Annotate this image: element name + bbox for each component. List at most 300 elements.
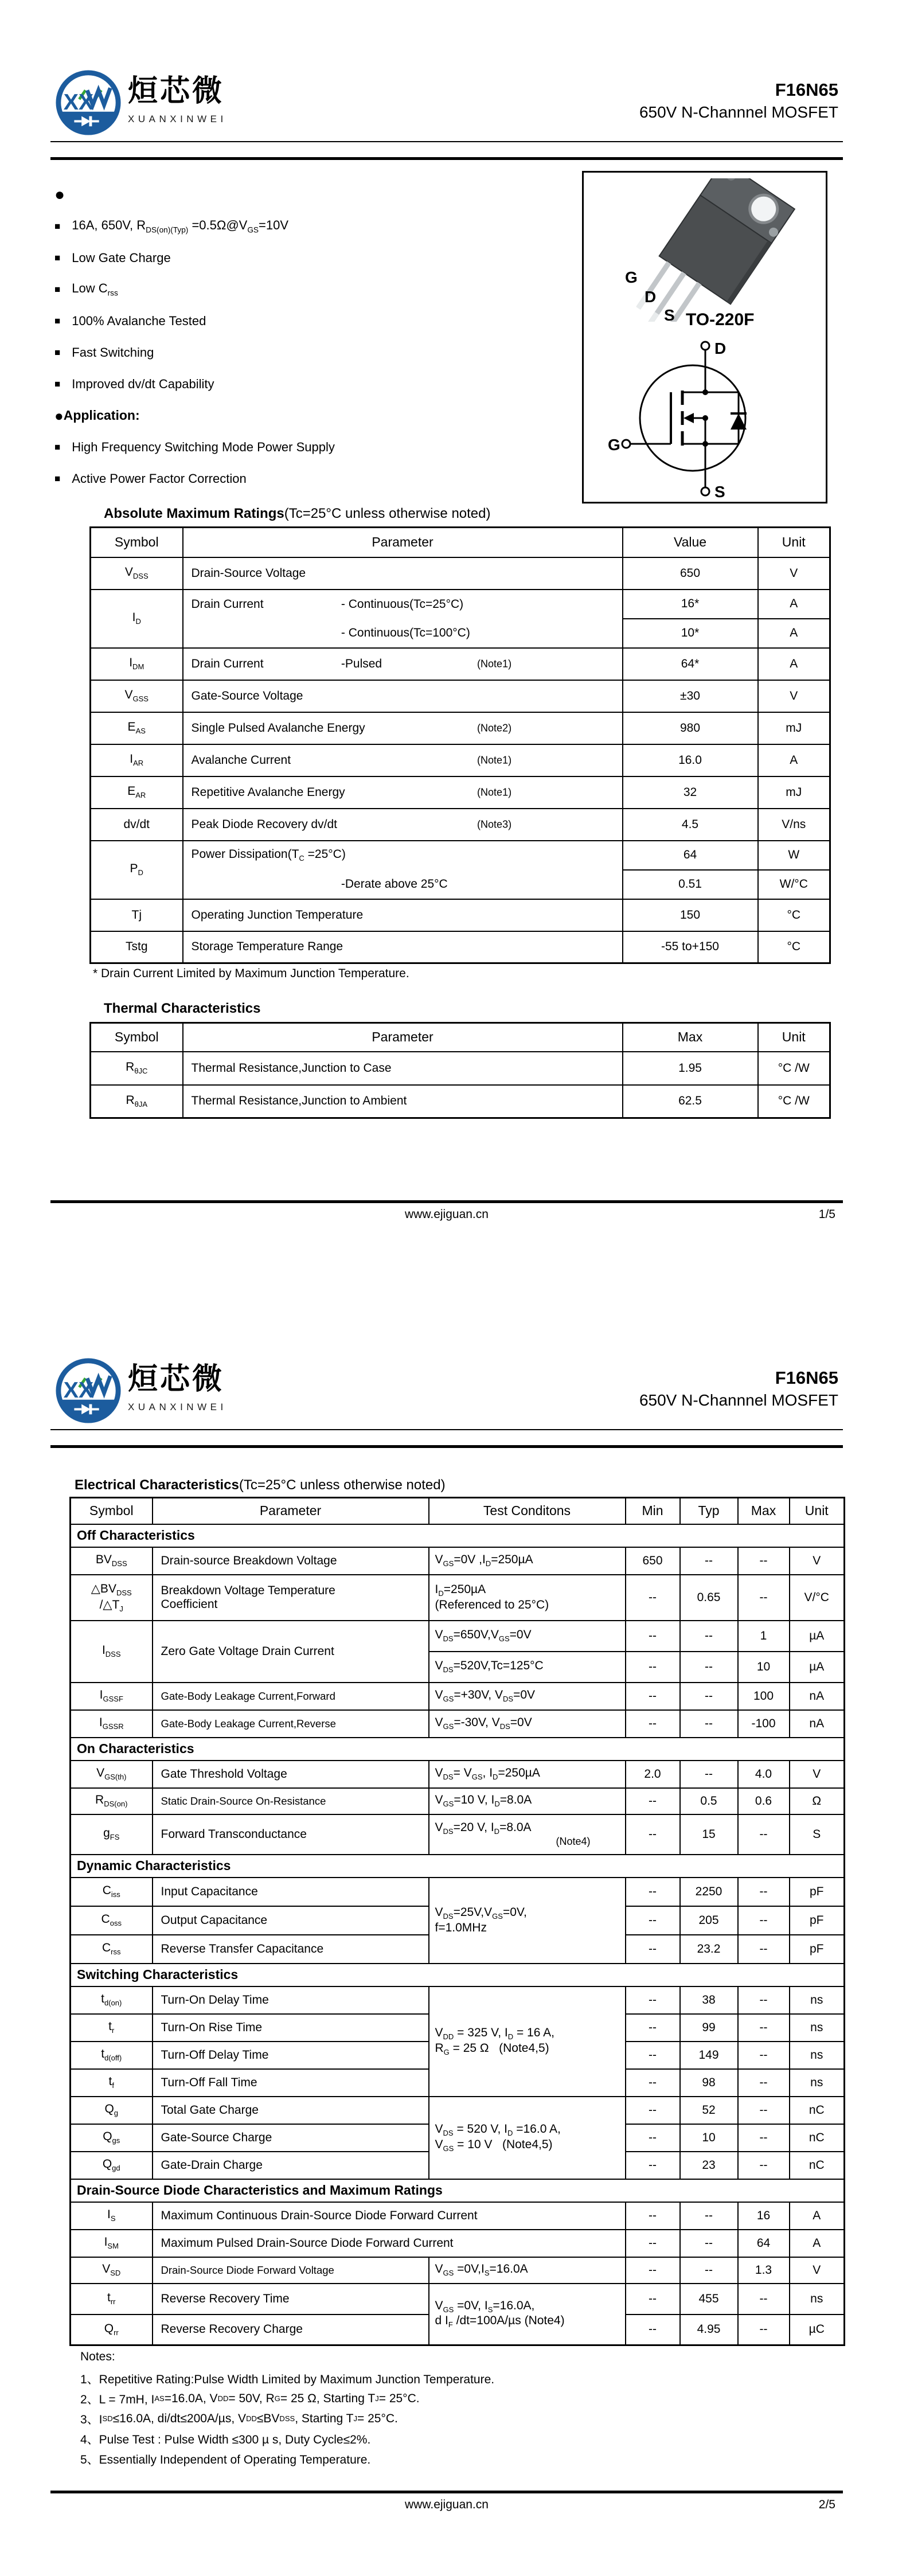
row-igssf xyxy=(71,1683,845,1710)
cell-parameter: Repetitive Avalanche Energy (Note1) xyxy=(183,776,623,809)
cell-unit: µC xyxy=(790,2315,845,2345)
thermal-title: Thermal Characteristics xyxy=(104,1001,261,1016)
cell-symbol: $I_D$ xyxy=(91,590,183,648)
cell-parameter: Gate-Source Voltage xyxy=(183,680,623,712)
row-dbvdss xyxy=(71,1575,845,1621)
cell-typ: 98 xyxy=(680,2069,738,2097)
cell-min: -- xyxy=(626,2202,680,2230)
cell-min: 2.0 xyxy=(626,1761,680,1788)
cell-typ: -- xyxy=(680,1683,738,1710)
features-bullet xyxy=(54,179,559,210)
header-rule-thin xyxy=(50,1429,843,1430)
cell-max: -- xyxy=(738,1906,790,1935)
row-rthja xyxy=(91,1085,830,1118)
page-2 xyxy=(0,1288,910,2576)
cell-parameter: Avalanche Current (Note1) xyxy=(183,744,623,776)
cell-typ: -- xyxy=(680,2257,738,2284)
row-gfs xyxy=(71,1814,845,1855)
feature-item xyxy=(54,368,559,400)
feature-text: Low Gate Charge xyxy=(72,250,171,265)
cell-symbol: $C_{iss}$ xyxy=(71,1878,153,1906)
cell-min: -- xyxy=(626,2042,680,2069)
table-header-row xyxy=(71,1498,845,1524)
electrical-characteristics-table xyxy=(69,1497,845,2346)
cell-symbol: $I_{DM}$ xyxy=(91,648,183,680)
package-photo-to220f xyxy=(607,178,813,322)
cell-min: -- xyxy=(626,1621,680,1652)
col-header-parameter: Parameter xyxy=(183,1023,623,1052)
cell-unit: ns xyxy=(790,1986,845,2014)
cell-unit: A xyxy=(758,744,830,776)
row-igssr xyxy=(71,1710,845,1738)
cell-min: -- xyxy=(626,1575,680,1621)
features-list xyxy=(54,179,559,494)
cell-parameter: Output Capacitance xyxy=(153,1906,429,1935)
cell-symbol: $g_{FS}$ xyxy=(71,1814,153,1855)
cell-symbol: $C_{oss}$ xyxy=(71,1906,153,1935)
section-switching-characteristics: Switching Characteristics xyxy=(71,1964,845,1986)
row-ism xyxy=(71,2230,845,2257)
section-dynamic-characteristics: Dynamic Characteristics xyxy=(71,1855,845,1878)
cell-symbol: $I_{DSS}$ xyxy=(71,1621,153,1683)
row-ear xyxy=(91,776,830,809)
cell-symbol: $Q_g$ xyxy=(71,2097,153,2124)
cell-condition: $V_{DS}=650V,V_{GS}=0V$ xyxy=(429,1621,626,1652)
feature-item xyxy=(54,337,559,368)
cell-typ: 4.95 xyxy=(680,2315,738,2345)
table-header-row xyxy=(91,528,830,557)
cell-unit: °C /W xyxy=(758,1052,830,1085)
cell-parameter: Reverse Recovery Time xyxy=(153,2284,429,2315)
cell-min: -- xyxy=(626,1788,680,1814)
cell-min: -- xyxy=(626,2097,680,2124)
cell-value: 16* xyxy=(623,590,758,619)
cell-parameter: Breakdown Voltage Temperature Coefficient xyxy=(153,1575,429,1621)
cell-unit: V xyxy=(790,1761,845,1788)
cell-condition: $V_{GS}=+30V$, $V_{DS}=0V$ xyxy=(429,1683,626,1710)
row-rthjc xyxy=(91,1052,830,1085)
cell-parameter: Gate-Source Charge xyxy=(153,2124,429,2152)
symbol-pin-g-label: G xyxy=(608,436,620,454)
footer-website: www.ejiguan.cn xyxy=(405,2498,489,2511)
cell-typ: 52 xyxy=(680,2097,738,2124)
cell-unit: V/°C xyxy=(790,1575,845,1621)
application-header xyxy=(54,400,559,431)
cell-symbol: $V_{GSS}$ xyxy=(91,680,183,712)
row-bvdss xyxy=(71,1547,845,1575)
cell-value: 1.95 xyxy=(623,1052,758,1085)
square-bullet-icon: ■ xyxy=(54,378,61,389)
cell-max: -- xyxy=(738,1814,790,1855)
cell-unit: µA xyxy=(790,1652,845,1683)
header-rule-thick xyxy=(50,157,843,160)
cell-unit: °C /W xyxy=(758,1085,830,1118)
cell-typ: 23.2 xyxy=(680,1935,738,1964)
brand-text xyxy=(128,1357,227,1413)
package-pin-s-label: S xyxy=(664,306,675,322)
cell-value: 64 xyxy=(623,841,758,870)
cell-parameter: Thermal Resistance,Junction to Case xyxy=(183,1052,623,1085)
cell-symbol: $R_{DS(on)}$ xyxy=(71,1788,153,1814)
notes-title: Notes: xyxy=(80,2350,115,2363)
cell-symbol: $t_r$ xyxy=(71,2014,153,2042)
cell-min: -- xyxy=(626,1935,680,1964)
cell-typ: -- xyxy=(680,1621,738,1652)
cell-max: -- xyxy=(738,2014,790,2042)
row-rdson xyxy=(71,1788,845,1814)
cell-min: -- xyxy=(626,1814,680,1855)
cell-condition: $V_{GS}=0V$ $,I_D=250\mu A$ xyxy=(429,1547,626,1575)
abs-max-heading xyxy=(104,506,491,522)
cell-parameter: Turn-On Rise Time xyxy=(153,2014,429,2042)
footer-website: www.ejiguan.cn xyxy=(405,1208,489,1221)
cell-max: 1.3 xyxy=(738,2257,790,2284)
param-line: - Continuous(Tc=100°C) xyxy=(341,626,470,639)
cell-value: 64* xyxy=(623,648,758,680)
cell-condition: $V_{GS}=10$ V, $I_D=8.0A$ xyxy=(429,1788,626,1814)
abs-max-footnote: * Drain Current Limited by Maximum Junction Temperature. xyxy=(93,967,409,980)
cell-unit: ns xyxy=(790,2284,845,2315)
cell-symbol: $Q_{rr}$ xyxy=(71,2315,153,2345)
cell-max: -- xyxy=(738,1935,790,1964)
cell-min: -- xyxy=(626,1986,680,2014)
cell-unit: nA xyxy=(790,1683,845,1710)
cell-max: -- xyxy=(738,2069,790,2097)
square-bullet-icon: ■ xyxy=(54,252,61,263)
cell-max: -- xyxy=(738,1878,790,1906)
col-header-symbol: Symbol xyxy=(91,1023,183,1052)
part-description: 650V N-Channnel MOSFET xyxy=(639,1391,838,1409)
cell-typ: 0.5 xyxy=(680,1788,738,1814)
row-vdss xyxy=(91,557,830,590)
cell-min: -- xyxy=(626,2124,680,2152)
dot-bullet-icon: ● xyxy=(54,407,64,424)
cell-value: ±30 xyxy=(623,680,758,712)
cell-min: -- xyxy=(626,1878,680,1906)
cell-min: -- xyxy=(626,2230,680,2257)
cell-typ: -- xyxy=(680,1761,738,1788)
note-item: 3、I SD ≤16.0A, di/dt≤200A/µs, V DD ≤BV DSS , Starting T J = 25°C. xyxy=(80,2411,398,2426)
cell-symbol: $I_S$ xyxy=(71,2202,153,2230)
cell-value: 32 xyxy=(623,776,758,809)
cell-parameter: Gate-Body Leakage Current,Reverse xyxy=(153,1710,429,1738)
cell-parameter: Drain-Source Diode Forward Voltage xyxy=(153,2257,429,2284)
cell-min: -- xyxy=(626,1906,680,1935)
notes-block xyxy=(80,2345,494,2469)
feature-text: 16A, 650V, $R_{DS(on)(Typ)}$ $=0.5\Omega@V_{GS}=10V$ xyxy=(72,218,289,235)
brand-header xyxy=(54,1357,227,1424)
cell-min: -- xyxy=(626,1710,680,1738)
feature-text: Fast Switching xyxy=(72,345,154,360)
cell-parameter: Total Gate Charge xyxy=(153,2097,429,2124)
col-header-test-conditions: Test Conditons xyxy=(429,1498,626,1524)
header-rule-thick xyxy=(50,1445,843,1448)
cell-unit: A xyxy=(790,2202,845,2230)
row-ciss xyxy=(71,1878,845,1906)
package-name: TO-220F xyxy=(686,310,755,329)
row-qg xyxy=(71,2097,845,2124)
cell-value: 4.5 xyxy=(623,809,758,841)
feature-item xyxy=(54,242,559,274)
cell-typ: 0.65 xyxy=(680,1575,738,1621)
col-header-min: Min xyxy=(626,1498,680,1524)
cell-min: -- xyxy=(626,1652,680,1683)
application-item xyxy=(54,431,559,463)
cell-symbol: $t_{d(off)}$ xyxy=(71,2042,153,2069)
package-pin-g-label: G xyxy=(625,268,638,286)
cell-symbol: $I_{GSSF}$ xyxy=(71,1683,153,1710)
cell-symbol: $I_{SM}$ xyxy=(71,2230,153,2257)
cell-max: 64 xyxy=(738,2230,790,2257)
col-header-parameter: Parameter xyxy=(153,1498,429,1524)
row-idm xyxy=(91,648,830,680)
feature-item xyxy=(54,274,559,305)
package-figure xyxy=(582,171,827,504)
cell-parameter xyxy=(183,841,623,899)
cell-typ: 15 xyxy=(680,1814,738,1855)
row-vgsth xyxy=(71,1761,845,1788)
cell-condition-shared: $V_{DS} = 520$ V, $I_D =16.0$ A, $V_{GS} = 10$ V (Note4,5) xyxy=(429,2097,626,2179)
application-text: Active Power Factor Correction xyxy=(72,471,247,486)
cell-symbol: $E_{AS}$ xyxy=(91,712,183,744)
square-bullet-icon: ■ xyxy=(54,283,61,295)
cell-unit: V xyxy=(790,1547,845,1575)
cell-unit: A xyxy=(790,2230,845,2257)
cell-condition: $I_D=250\mu A$ (Referenced to 25°C) xyxy=(429,1575,626,1621)
cell-parameter: Maximum Continuous Drain-Source Diode Forward Current xyxy=(153,2202,626,2230)
cell-symbol: $\triangle BV_{DSS}$ $/\triangle T_J$ xyxy=(71,1575,153,1621)
cell-max: -- xyxy=(738,1986,790,2014)
feature-item xyxy=(54,210,559,242)
cell-parameter: Zero Gate Voltage Drain Current xyxy=(153,1621,429,1683)
cell-max: -- xyxy=(738,2315,790,2345)
brand-name-chinese: 烜芯微 xyxy=(128,1363,225,1396)
row-tj xyxy=(91,899,830,931)
cell-max: -- xyxy=(738,2042,790,2069)
cell-condition: $V_{DS}=520V,Tc=125^\circ C$ xyxy=(429,1652,626,1683)
cell-unit: nC xyxy=(790,2152,845,2179)
row-idss-650v xyxy=(71,1621,845,1652)
cell-parameter: Drain Current -Pulsed (Note1) xyxy=(183,648,623,680)
cell-parameter: Gate-Drain Charge xyxy=(153,2152,429,2179)
cell-min: 650 xyxy=(626,1547,680,1575)
feature-item xyxy=(54,305,559,337)
cell-symbol: $V_{GS(th)}$ xyxy=(71,1761,153,1788)
cell-symbol: Tstg xyxy=(91,931,183,963)
footer-page-number: 2/5 xyxy=(818,2498,835,2511)
cell-unit: mJ xyxy=(758,776,830,809)
application-item xyxy=(54,463,559,494)
cell-symbol: $Q_{gs}$ xyxy=(71,2124,153,2152)
cell-symbol: $t_{d(on)}$ xyxy=(71,1986,153,2014)
cell-symbol: $E_{AR}$ xyxy=(91,776,183,809)
param-line: -Derate above 25°C xyxy=(341,877,448,891)
note-item: 4、Pulse Test : Pulse Width ≤300 µ s, Duty Cycle≤2%. xyxy=(80,2433,371,2446)
cell-symbol: $I_{AR}$ xyxy=(91,744,183,776)
col-header-unit: Unit xyxy=(758,528,830,557)
cell-symbol: $C_{rss}$ xyxy=(71,1935,153,1964)
cell-unit: °C xyxy=(758,899,830,931)
header-rule-thin xyxy=(50,141,843,142)
cell-typ: 149 xyxy=(680,2042,738,2069)
cell-max: -- xyxy=(738,1547,790,1575)
cell-min: -- xyxy=(626,2069,680,2097)
cell-parameter: Gate-Body Leakage Current,Forward xyxy=(153,1683,429,1710)
cell-parameter: Peak Diode Recovery dv/dt (Note3) xyxy=(183,809,623,841)
cell-unit: V xyxy=(758,680,830,712)
cell-unit: µA xyxy=(790,1621,845,1652)
cell-symbol: $Q_{gd}$ xyxy=(71,2152,153,2179)
cell-symbol: $R_{\theta JC}$ xyxy=(91,1052,183,1085)
cell-min: -- xyxy=(626,2152,680,2179)
brand-name-chinese: 烜芯微 xyxy=(128,75,225,108)
note-item: 1、Repetitive Rating:Pulse Width Limited by Maximum Junction Temperature. xyxy=(80,2372,495,2386)
cell-max: -- xyxy=(738,1575,790,1621)
col-header-typ: Typ xyxy=(680,1498,738,1524)
row-iar xyxy=(91,744,830,776)
square-bullet-icon: ■ xyxy=(54,315,61,326)
cell-symbol: $I_{GSSR}$ xyxy=(71,1710,153,1738)
cell-max: 16 xyxy=(738,2202,790,2230)
cell-unit: mJ xyxy=(758,712,830,744)
cell-parameter: Reverse Transfer Capacitance xyxy=(153,1935,429,1964)
brand-header xyxy=(54,69,227,136)
thermal-heading xyxy=(104,1001,260,1017)
cell-unit: nA xyxy=(790,1710,845,1738)
cell-typ: 38 xyxy=(680,1986,738,2014)
cell-condition: $V_{DS}= V_{GS}$, $I_D=250\mu A$ xyxy=(429,1761,626,1788)
feature-text: Low $C_{rss}$ xyxy=(72,281,118,298)
cell-parameter: Operating Junction Temperature xyxy=(183,899,623,931)
abs-max-title: Absolute Maximum Ratings xyxy=(104,506,284,521)
cell-unit: Ω xyxy=(790,1788,845,1814)
cell-unit: °C xyxy=(758,931,830,963)
cell-parameter: Drain-Source Voltage xyxy=(183,557,623,590)
table-header-row xyxy=(91,1023,830,1052)
cell-condition: $V_{DS}=20$ V, $I_D=8.0A$ (Note4) xyxy=(429,1814,626,1855)
section-on-characteristics: On Characteristics xyxy=(71,1738,845,1761)
cell-typ: 205 xyxy=(680,1906,738,1935)
cell-symbol: $t_{rr}$ xyxy=(71,2284,153,2315)
cell-unit: nC xyxy=(790,2097,845,2124)
cell-symbol: dv/dt xyxy=(91,809,183,841)
col-header-unit: Unit xyxy=(758,1023,830,1052)
footer-rule xyxy=(50,1200,843,1203)
document-title xyxy=(639,1367,838,1412)
row-id-25c xyxy=(91,590,830,619)
row-eas xyxy=(91,712,830,744)
symbol-pin-d-label: D xyxy=(714,339,727,357)
brand-logo-icon xyxy=(54,1357,122,1424)
part-number: F16N65 xyxy=(775,80,838,100)
cell-unit: V xyxy=(790,2257,845,2284)
param-line: Drain Current - Continuous(Tc=25°C) xyxy=(191,597,464,611)
cell-max: -- xyxy=(738,2097,790,2124)
cell-max: -- xyxy=(738,2124,790,2152)
cell-parameter: Turn-On Delay Time xyxy=(153,1986,429,2014)
cell-condition-shared: $V_{GS} =0V$, $I_S=16.0A$, d $I_F$ /dt=100A/µs (Note4) xyxy=(429,2284,626,2345)
symbol-pin-s-label: S xyxy=(714,483,725,499)
cell-unit: nC xyxy=(790,2124,845,2152)
part-description: 650V N-Channnel MOSFET xyxy=(639,103,838,121)
cell-parameter: Gate Threshold Voltage xyxy=(153,1761,429,1788)
cell-unit: S xyxy=(790,1814,845,1855)
footer-page-number: 1/5 xyxy=(818,1208,835,1221)
cell-max: -- xyxy=(738,2284,790,2315)
cell-symbol: $V_{SD}$ xyxy=(71,2257,153,2284)
cell-typ: 10 xyxy=(680,2124,738,2152)
cell-unit: pF xyxy=(790,1878,845,1906)
brand-name-english: XUANXINWEI xyxy=(128,1402,227,1412)
cell-typ: 455 xyxy=(680,2284,738,2315)
square-bullet-icon: ■ xyxy=(54,220,61,232)
cell-symbol: $V_{DSS}$ xyxy=(91,557,183,590)
cell-unit: ns xyxy=(790,2042,845,2069)
row-dvdt xyxy=(91,809,830,841)
cell-min: -- xyxy=(626,2284,680,2315)
cell-unit: A xyxy=(758,648,830,680)
note-item: 2、L = 7mH, I AS =16.0A, V DD = 50V, R G = 25 Ω, Starting T J = 25°C. xyxy=(80,2391,420,2406)
cell-unit: W/°C xyxy=(758,870,830,899)
cell-parameter: Forward Transconductance xyxy=(153,1814,429,1855)
square-bullet-icon: ■ xyxy=(54,441,61,452)
cell-value: -55 to+150 xyxy=(623,931,758,963)
cell-max: 0.6 xyxy=(738,1788,790,1814)
cell-min: -- xyxy=(626,2257,680,2284)
cell-typ: 23 xyxy=(680,2152,738,2179)
col-header-symbol: Symbol xyxy=(71,1498,153,1524)
cell-condition-shared: $V_{DS}=25V,V_{GS}=0V$, f=1.0MHz xyxy=(429,1878,626,1964)
cell-max: 4.0 xyxy=(738,1761,790,1788)
cell-parameter: Static Drain-Source On-Resistance xyxy=(153,1788,429,1814)
col-header-value: Value xyxy=(623,528,758,557)
cell-unit: A xyxy=(758,619,830,648)
cell-min: -- xyxy=(626,2014,680,2042)
cell-parameter: Reverse Recovery Charge xyxy=(153,2315,429,2345)
cell-typ: 2250 xyxy=(680,1878,738,1906)
note-item: 5、Essentially Independent of Operating Temperature. xyxy=(80,2453,371,2466)
cell-max: 10 xyxy=(738,1652,790,1683)
application-text: High Frequency Switching Mode Power Supply xyxy=(72,439,335,454)
cell-unit: pF xyxy=(790,1906,845,1935)
logo-monogram: XX xyxy=(63,89,94,115)
cell-unit: V xyxy=(758,557,830,590)
cell-max: -- xyxy=(738,2152,790,2179)
row-tdon xyxy=(71,1986,845,2014)
thermal-characteristics-table xyxy=(89,1022,831,1119)
cell-symbol: $R_{\theta JA}$ xyxy=(91,1085,183,1118)
col-header-unit: Unit xyxy=(790,1498,845,1524)
brand-logo-icon xyxy=(54,69,122,136)
cell-condition: $V_{GS} =0V,I_S=16.0A$ xyxy=(429,2257,626,2284)
square-bullet-icon: ■ xyxy=(54,346,61,358)
electrical-title: Electrical Characteristics xyxy=(75,1477,239,1493)
square-bullet-icon: ■ xyxy=(54,473,61,484)
cell-max: -100 xyxy=(738,1710,790,1738)
cell-parameter: Thermal Resistance,Junction to Ambient xyxy=(183,1085,623,1118)
cell-parameter: Storage Temperature Range xyxy=(183,931,623,963)
document-title xyxy=(639,79,838,124)
feature-text: 100% Avalanche Tested xyxy=(72,313,206,328)
col-header-max: Max xyxy=(623,1023,758,1052)
electrical-condition: (Tc=25°C unless otherwise noted) xyxy=(239,1477,446,1493)
electrical-heading xyxy=(75,1477,446,1493)
cell-typ: -- xyxy=(680,1652,738,1683)
row-pd xyxy=(91,841,830,870)
cell-condition: $V_{GS}=-30V$, $V_{DS}=0V$ xyxy=(429,1710,626,1738)
dot-bullet-icon: ● xyxy=(54,185,65,204)
part-number: F16N65 xyxy=(775,1368,838,1388)
